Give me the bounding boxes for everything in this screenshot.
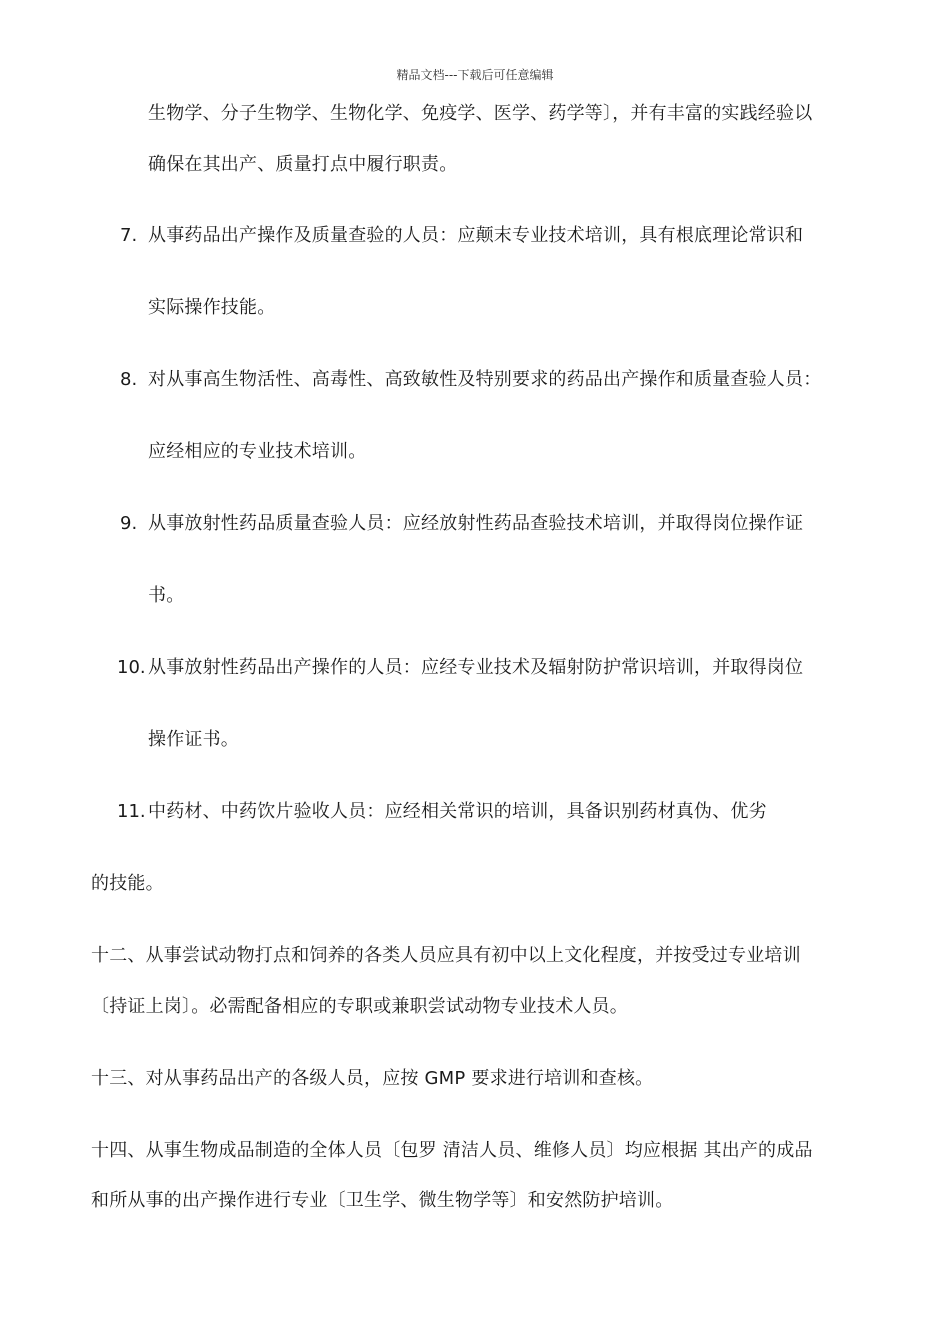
paragraph-6-line-1: 生物学、分子生物学、生物化学、免疫学、医学、药学等〕，并有丰富的实践经验以 [148,103,813,124]
item-7-number: 7. [120,225,138,246]
item-8-line-2: 应经相应的专业技术培训。 [148,441,367,462]
item-7-line-2: 实际操作技能。 [148,297,276,318]
page-header: 精品文档---下载后可任意编辑 [396,68,554,82]
item-7-line-1: 从事药品出产操作及质量查验的人员：应颠末专业技术培训，具有根底理论常识和 [148,225,804,246]
item-9-line-1: 从事放射性药品质量查验人员：应经放射性药品查验技术培训，并取得岗位操作证 [148,513,804,534]
item-9-number: 9. [120,513,138,534]
item-8-line-1: 对从事高生物活性、高毒性、高致敏性及特别要求的药品出产操作和质量查验人员： [148,369,822,390]
section-12-line-2: 〔持证上岗〕。必需配备相应的专职或兼职尝试动物专业技术人员。 [91,996,628,1017]
item-10-line-2: 操作证书。 [148,729,239,750]
item-10-number: 10. [117,657,146,678]
paragraph-6-line-2: 确保在其出产、质量打点中履行职责。 [148,154,458,175]
item-9-line-2: 书。 [148,585,185,606]
item-8-number: 8. [120,369,138,390]
item-11-line-1: 中药材、中药饮片验收人员：应经相关常识的培训，具备识别药材真伪、优劣 [148,801,767,822]
item-11-number: 11. [117,801,146,822]
section-14-line-1: 十四、从事生物成品制造的全体人员〔包罗 清洁人员、维修人员〕均应根据 其出产的成品 [91,1140,813,1161]
section-14-line-2: 和所从事的出产操作进行专业〔卫生学、微生物学等〕和安然防护培训。 [91,1190,674,1211]
item-11-line-2: 的技能。 [91,873,164,894]
section-13-line-1: 十三、对从事药品出产的各级人员，应按 GMP 要求进行培训和查核。 [91,1068,654,1089]
section-12-line-1: 十二、从事尝试动物打点和饲养的各类人员应具有初中以上文化程度，并按受过专业培训 [91,945,801,966]
item-10-line-1: 从事放射性药品出产操作的人员：应经专业技术及辐射防护常识培训，并取得岗位 [148,657,804,678]
